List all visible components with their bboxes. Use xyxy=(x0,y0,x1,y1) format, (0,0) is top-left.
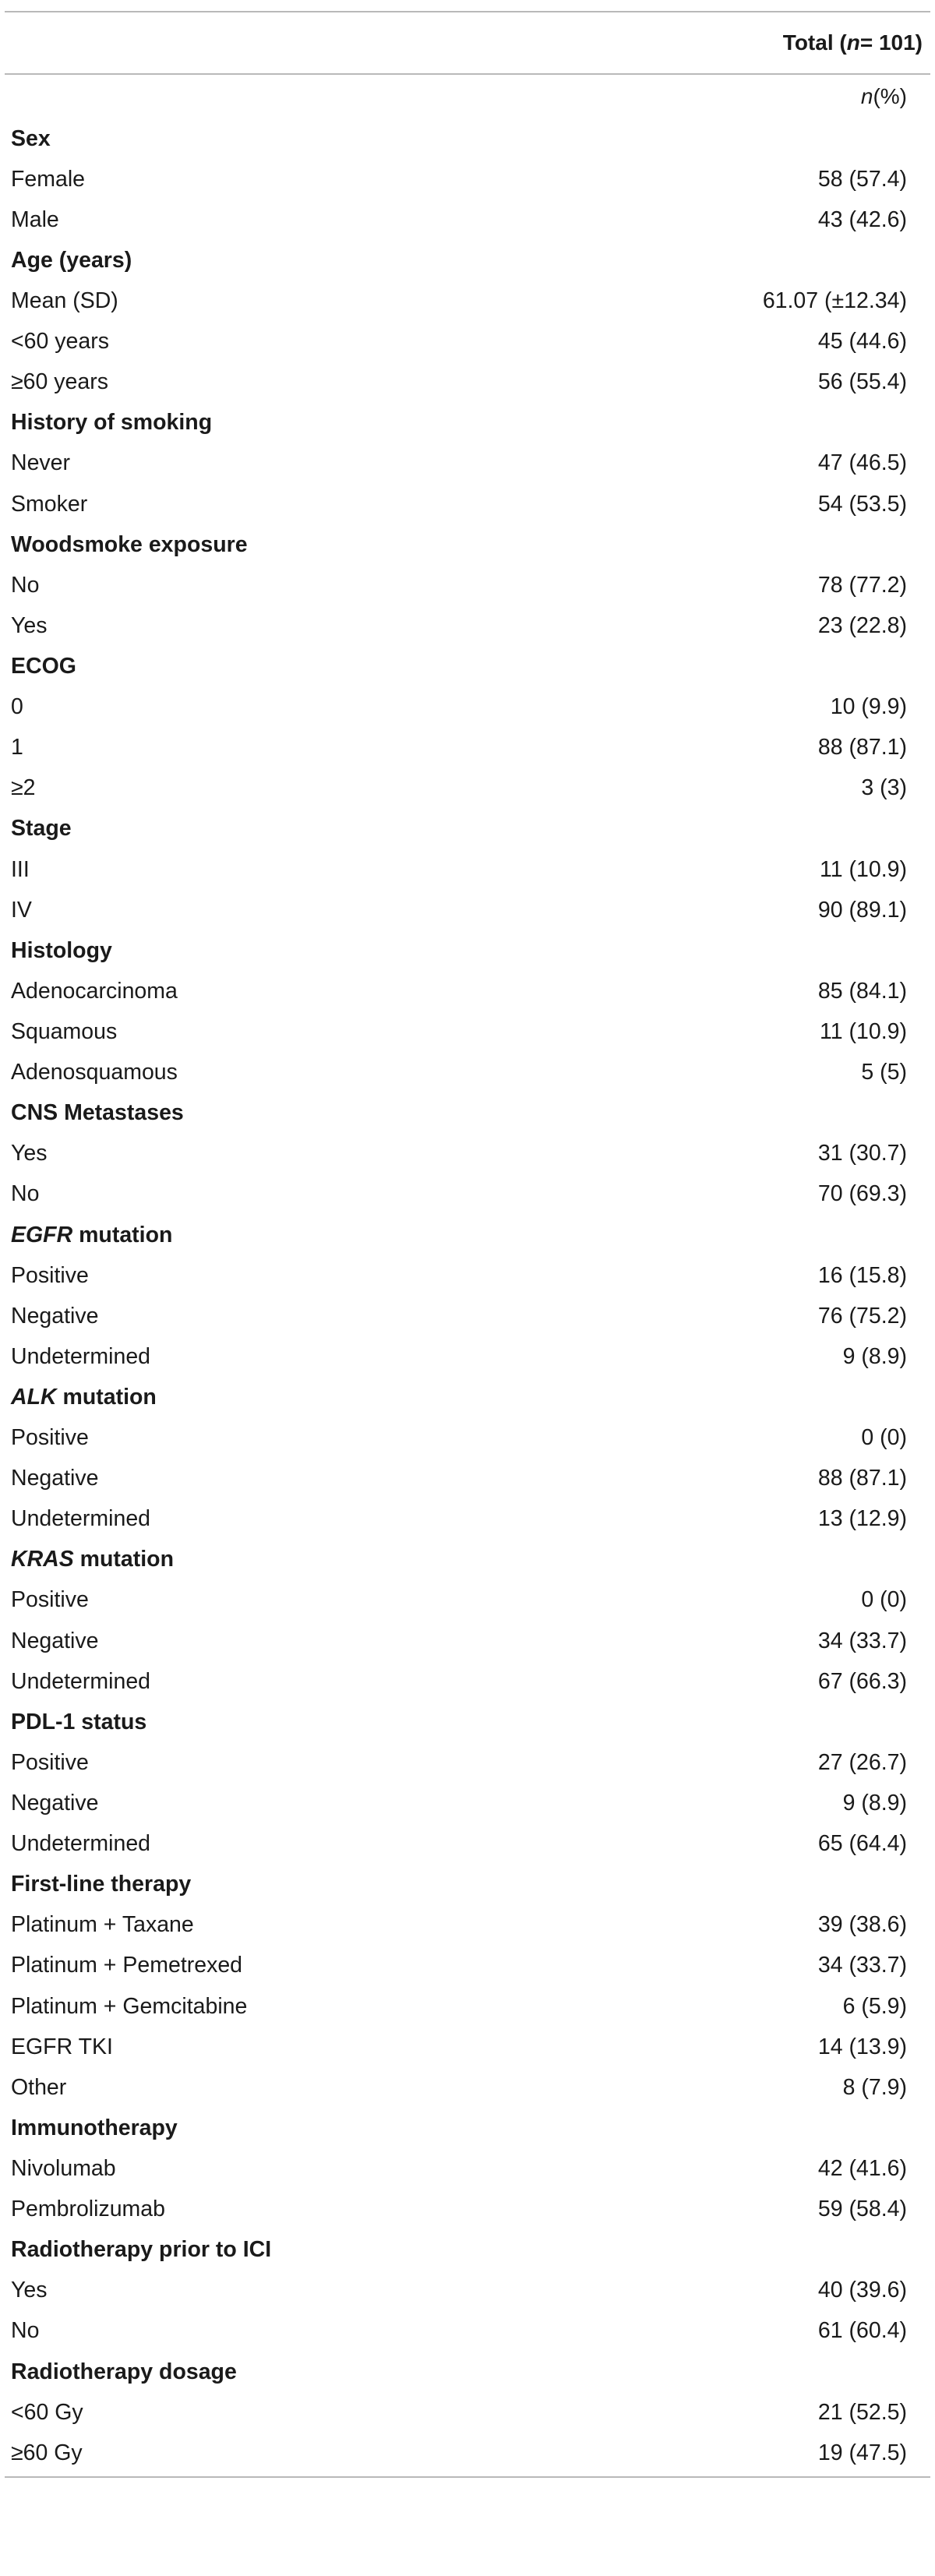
row-value: 0 (0) xyxy=(861,1425,907,1451)
row-value: 9 (8.9) xyxy=(842,1791,907,1816)
category-row xyxy=(5,809,930,849)
row-label: Other xyxy=(11,2074,67,2100)
row-label: Adenosquamous xyxy=(11,1060,178,1085)
row-value: 31 (30.7) xyxy=(817,1141,907,1166)
column-subheader xyxy=(5,75,930,118)
category-row xyxy=(5,1377,930,1417)
row-label: Undetermined xyxy=(11,1343,151,1369)
row-value: 9 (8.9) xyxy=(842,1343,907,1369)
category-row xyxy=(5,1093,930,1134)
row-value: 27 (26.7) xyxy=(817,1749,907,1775)
row-value: 85 (84.1) xyxy=(817,978,907,1004)
row-label: Positive xyxy=(11,1262,89,1288)
table-row xyxy=(5,322,930,362)
category-row xyxy=(5,2230,930,2271)
row-value: 23 (22.8) xyxy=(817,612,907,638)
table-row xyxy=(5,849,930,890)
table-row xyxy=(5,728,930,768)
row-label: III xyxy=(11,856,30,882)
row-label: Adenocarcinoma xyxy=(11,978,178,1004)
sub-n-italic: n xyxy=(860,84,873,108)
row-label: Platinum + Taxane xyxy=(11,1912,194,1938)
label-rest: mutation xyxy=(56,1384,157,1410)
row-value: 65 (64.4) xyxy=(817,1831,907,1857)
row-label: IV xyxy=(11,897,32,923)
bottom-rule xyxy=(5,2476,930,2478)
row-value: 11 (10.9) xyxy=(820,1018,907,1044)
row-label: Female xyxy=(11,166,86,192)
row-value: 19 (47.5) xyxy=(817,2440,907,2465)
total-n-italic: n xyxy=(846,30,860,55)
characteristics-table xyxy=(5,0,930,2478)
row-value: 16 (15.8) xyxy=(817,1262,907,1288)
row-value: 13 (12.9) xyxy=(817,1506,907,1532)
table-row xyxy=(5,199,930,240)
row-label: Platinum + Gemcitabine xyxy=(11,1993,248,2019)
table-row xyxy=(5,2392,930,2433)
table-body xyxy=(5,118,930,2473)
category-label: Histology xyxy=(11,937,112,963)
row-label: Yes xyxy=(11,612,48,638)
category-label: Stage xyxy=(11,816,72,842)
category-label: Immunotherapy xyxy=(11,2115,178,2140)
table-row xyxy=(5,2433,930,2473)
table-row xyxy=(5,159,930,199)
row-label: Undetermined xyxy=(11,1506,151,1532)
category-label: Radiotherapy prior to ICI xyxy=(11,2237,272,2263)
table-row xyxy=(5,971,930,1011)
row-value: 58 (57.4) xyxy=(817,166,907,192)
table-row xyxy=(5,2271,930,2311)
category-row xyxy=(5,524,930,565)
row-value: 0 (0) xyxy=(861,1587,907,1613)
sub-rest: (%) xyxy=(873,84,907,108)
table-row xyxy=(5,362,930,403)
table-row xyxy=(5,1783,930,1823)
table-row xyxy=(5,890,930,930)
category-row xyxy=(5,1540,930,1580)
category-row xyxy=(5,1865,930,1905)
table-row xyxy=(5,2067,930,2108)
table-row xyxy=(5,2148,930,2189)
column-header-total xyxy=(5,12,930,73)
label-rest: mutation xyxy=(72,1222,173,1247)
row-label: ≥2 xyxy=(11,775,36,801)
row-value: 70 (69.3) xyxy=(817,1181,907,1207)
row-label: Positive xyxy=(11,1425,89,1451)
category-label: Sex xyxy=(11,125,51,151)
table-row xyxy=(5,1742,930,1783)
row-label: EGFR TKI xyxy=(11,2034,113,2059)
row-value: 3 (3) xyxy=(861,775,907,801)
category-label: Age (years) xyxy=(11,247,132,273)
category-row xyxy=(5,1215,930,1255)
row-label: Negative xyxy=(11,1628,99,1653)
category-row xyxy=(5,1702,930,1742)
row-value: 43 (42.6) xyxy=(817,206,907,232)
table-row xyxy=(5,1255,930,1296)
row-label: ≥60 Gy xyxy=(11,2440,83,2465)
category-label: History of smoking xyxy=(11,410,213,436)
category-row xyxy=(5,2352,930,2392)
row-label: Never xyxy=(11,450,71,476)
row-label: Negative xyxy=(11,1791,99,1816)
row-label: No xyxy=(11,572,40,598)
row-label: <60 Gy xyxy=(11,2399,83,2425)
category-label: PDL-1 status xyxy=(11,1709,147,1734)
table-row xyxy=(5,1336,930,1377)
category-row xyxy=(5,118,930,159)
row-value: 34 (33.7) xyxy=(817,1628,907,1653)
table-row xyxy=(5,1824,930,1865)
row-value: 88 (87.1) xyxy=(817,1466,907,1491)
table-row xyxy=(5,1174,930,1215)
table-row xyxy=(5,484,930,524)
row-label: <60 years xyxy=(11,329,109,355)
row-value: 11 (10.9) xyxy=(820,856,907,882)
category-label: ECOG xyxy=(11,653,76,679)
category-row xyxy=(5,646,930,686)
table-row xyxy=(5,1986,930,2027)
row-value: 14 (13.9) xyxy=(817,2034,907,2059)
category-label: CNS Metastases xyxy=(11,1100,184,1126)
category-label xyxy=(5,1223,172,1248)
table-row xyxy=(5,1621,930,1661)
row-value: 61.07 (±12.34) xyxy=(762,288,907,313)
category-label: First-line therapy xyxy=(11,1872,192,1897)
label-rest: mutation xyxy=(73,1547,175,1572)
category-label: Radiotherapy dosage xyxy=(11,2359,237,2384)
table-row xyxy=(5,1499,930,1540)
row-label: Pembrolizumab xyxy=(11,2197,165,2222)
row-value: 34 (33.7) xyxy=(817,1953,907,1978)
total-label: Total ( xyxy=(782,30,847,55)
table-row xyxy=(5,1418,930,1459)
row-value: 88 (87.1) xyxy=(817,735,907,760)
row-value: 76 (75.2) xyxy=(817,1303,907,1329)
row-value: 6 (5.9) xyxy=(842,1993,907,2019)
gene-name-italic: ALK xyxy=(11,1384,57,1410)
category-row xyxy=(5,403,930,443)
table-row xyxy=(5,605,930,646)
row-label: 0 xyxy=(11,694,23,720)
category-label xyxy=(5,1547,174,1572)
row-value: 5 (5) xyxy=(861,1060,907,1085)
table-row xyxy=(5,1053,930,1093)
row-label: Nivolumab xyxy=(11,2156,116,2182)
category-row xyxy=(5,240,930,281)
table-row xyxy=(5,1946,930,1986)
category-row xyxy=(5,2108,930,2148)
category-label: Woodsmoke exposure xyxy=(11,531,248,557)
row-label: 1 xyxy=(11,735,23,760)
row-label: Smoker xyxy=(11,491,88,517)
row-label: Undetermined xyxy=(11,1668,151,1694)
table-row xyxy=(5,281,930,321)
row-label: Negative xyxy=(11,1303,99,1329)
row-value: 54 (53.5) xyxy=(817,491,907,517)
row-value: 47 (46.5) xyxy=(817,450,907,476)
row-label: Male xyxy=(11,206,59,232)
row-label: No xyxy=(11,2318,40,2344)
table-row xyxy=(5,1011,930,1052)
table-row xyxy=(5,768,930,809)
row-label: Yes xyxy=(11,2278,48,2303)
row-label: Positive xyxy=(11,1749,89,1775)
table-row xyxy=(5,2311,930,2352)
row-value: 40 (39.6) xyxy=(817,2278,907,2303)
row-label: ≥60 years xyxy=(11,369,108,395)
table-row xyxy=(5,1459,930,1499)
row-label: Yes xyxy=(11,1141,48,1166)
row-value: 90 (89.1) xyxy=(817,897,907,923)
table-row xyxy=(5,1905,930,1946)
category-row xyxy=(5,930,930,971)
table-row xyxy=(5,1661,930,1702)
row-value: 8 (7.9) xyxy=(842,2074,907,2100)
row-label: Positive xyxy=(11,1587,89,1613)
table-row xyxy=(5,443,930,484)
table-row xyxy=(5,1296,930,1336)
row-label: Mean (SD) xyxy=(11,288,118,313)
table-row xyxy=(5,565,930,605)
table-row xyxy=(5,687,930,728)
row-value: 56 (55.4) xyxy=(817,369,907,395)
table-row xyxy=(5,2190,930,2230)
row-value: 61 (60.4) xyxy=(817,2318,907,2344)
row-label: Negative xyxy=(11,1466,99,1491)
gene-name-italic: KRAS xyxy=(11,1547,74,1572)
row-value: 59 (58.4) xyxy=(817,2197,907,2222)
row-value: 45 (44.6) xyxy=(817,329,907,355)
table-row xyxy=(5,1580,930,1621)
row-value: 67 (66.3) xyxy=(817,1668,907,1694)
row-label: Platinum + Pemetrexed xyxy=(11,1953,243,1978)
table-row xyxy=(5,1134,930,1174)
table-row xyxy=(5,2027,930,2067)
gene-name-italic: EGFR xyxy=(11,1222,73,1247)
category-label xyxy=(5,1385,157,1410)
row-label: Undetermined xyxy=(11,1831,151,1857)
row-value: 21 (52.5) xyxy=(817,2399,907,2425)
row-value: 10 (9.9) xyxy=(830,694,907,720)
row-label: No xyxy=(11,1181,40,1207)
row-value: 42 (41.6) xyxy=(817,2156,907,2182)
total-rest: = 101) xyxy=(859,30,923,55)
row-value: 78 (77.2) xyxy=(817,572,907,598)
row-label: Squamous xyxy=(11,1018,118,1044)
row-value: 39 (38.6) xyxy=(817,1912,907,1938)
